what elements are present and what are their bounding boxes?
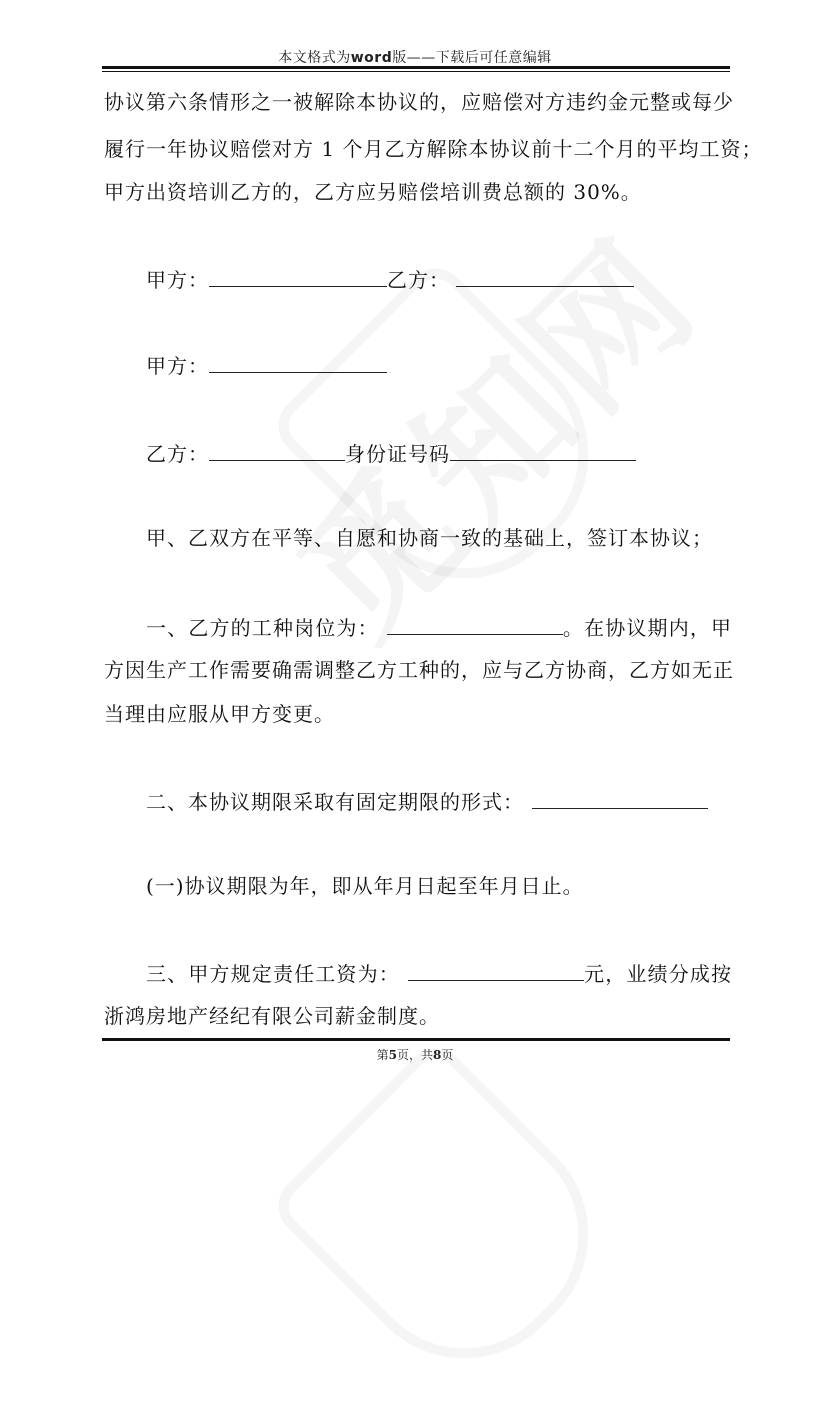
party-a-label: 甲方： [146,354,209,378]
paragraph-line: 浙鸿房地产经纪有限公司薪金制度。 [104,1004,440,1028]
footer-prefix: 第 [376,1048,389,1062]
party-b-blank[interactable] [456,266,634,287]
paragraph-line: (一)协议期限为年，即从年月日起至年月日止。 [146,874,584,898]
header-suffix: 版——下载后可任意编辑 [392,50,552,66]
header-rule-thin [102,71,730,72]
paragraph-line [146,788,708,814]
paragraph-line: 履行一年协议赔偿对方 1 个月乙方解除本协议前十二个月的平均工资； [104,137,763,161]
term-form-blank[interactable] [532,788,708,809]
paragraph-line: 甲、乙双方在平等、自愿和协商一致的基础上，签订本协议； [146,526,713,550]
paragraph-line: 方因生产工作需要确需调整乙方工种的，应与乙方协商，乙方如无正 [104,658,734,682]
footer-rule [102,1038,730,1041]
id-number-label: 身份证号码 [345,442,450,466]
party-b-label: 乙方： [146,442,209,466]
signature-row-1 [146,266,634,292]
salary-blank[interactable] [408,960,584,981]
salary-suffix: 元，业绩分成按 [583,962,733,986]
term-form-label: 二、本协议期限采取有固定期限的形式： [146,790,524,814]
paragraph-line: 当理由应服从甲方变更。 [104,702,335,726]
signature-row-2 [146,352,387,378]
signature-row-3 [146,440,636,466]
job-position-label: 一、乙方的工种岗位为： [146,616,379,640]
page-header [0,47,830,67]
header-word: word [350,50,393,66]
party-a-blank[interactable] [209,266,387,287]
footer-middle: 页，共 [396,1048,433,1062]
paragraph-line [146,960,732,986]
party-a-label: 甲方： [146,268,209,292]
watermark-shield-lower [266,1036,634,1404]
paragraph-line: 协议第六条情形之一被解除本协议的，应赔偿对方违约金元整或每少 [104,90,734,114]
paragraph-line: 甲方出资培训乙方的，乙方应另赔偿培训费总额的 30%。 [104,180,642,204]
paragraph-line [146,614,732,640]
party-b-blank[interactable] [209,440,345,461]
id-number-blank[interactable] [450,440,636,461]
job-position-suffix: 。在协议期内，甲 [562,616,733,640]
party-a-blank[interactable] [209,352,387,373]
footer-page-number: 5 [388,1048,397,1062]
footer-total-pages: 8 [433,1048,442,1062]
header-rule-thick [102,66,730,69]
job-position-blank[interactable] [387,614,563,635]
footer-suffix: 页 [441,1048,454,1062]
page-footer [0,1046,830,1063]
header-prefix: 本文格式为 [278,50,351,66]
party-b-label: 乙方： [387,268,450,292]
salary-label: 三、甲方规定责任工资为： [146,962,400,986]
